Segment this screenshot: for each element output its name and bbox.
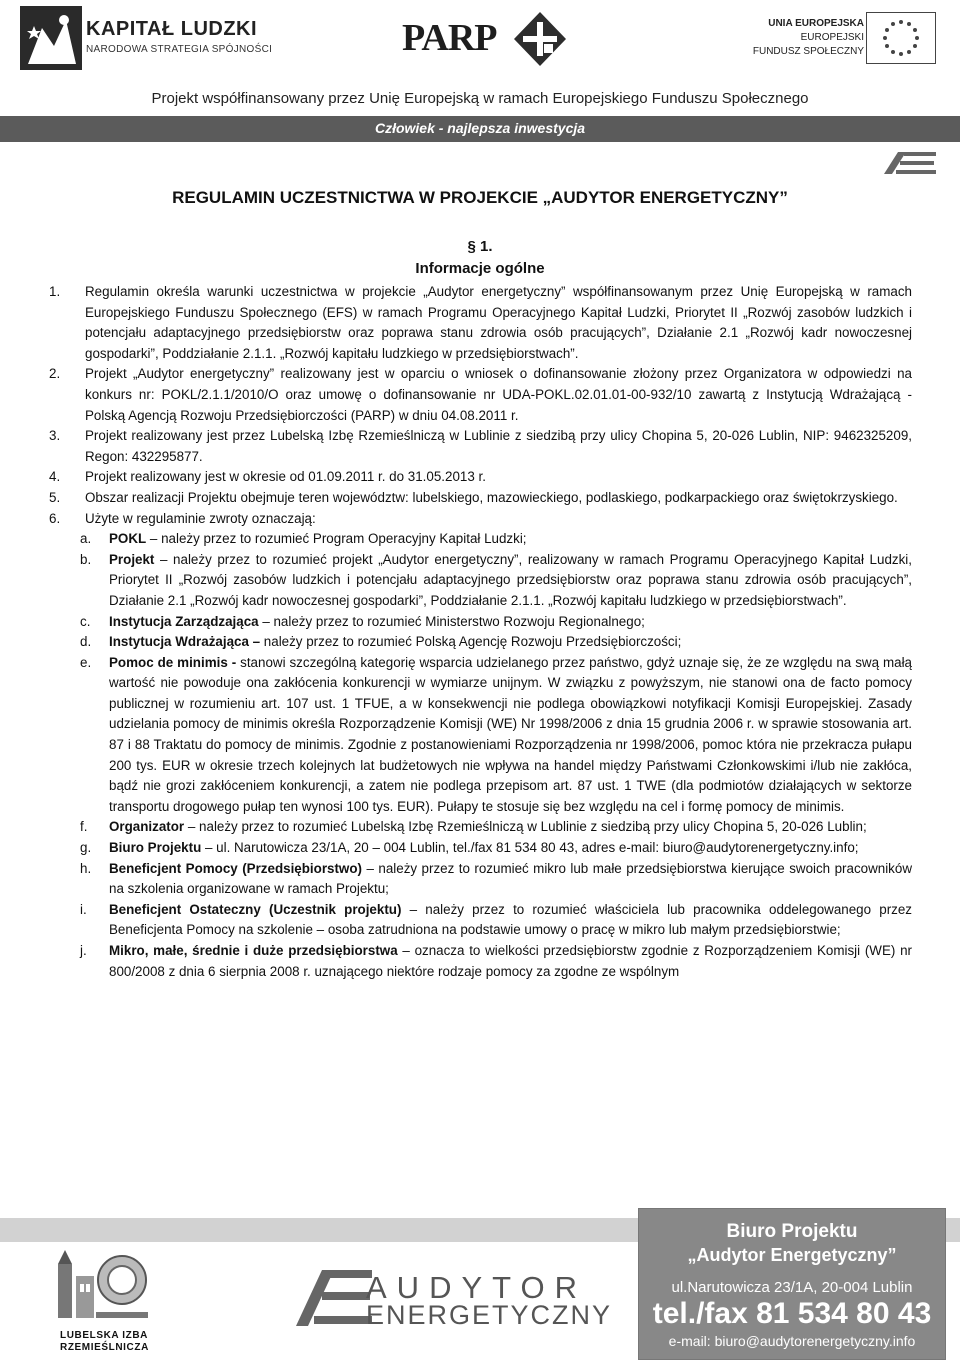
kapital-ludzki-subtitle: NARODOWA STRATEGIA SPÓJNOŚCI [86, 44, 273, 55]
definition-text: – należy przez to rozumieć Ministerstwo Rozwoju Regionalnego; [258, 613, 645, 629]
item-number: 2. [49, 366, 61, 382]
list-item [46, 488, 912, 509]
kapital-ludzki-emblem-icon [20, 6, 82, 70]
definition-text: – należy przez to rozumieć mikro lub małe przedsiębiorstwa kierujące swoich pracowników na szkolenia organizowane w ramach Projektu; [109, 860, 912, 897]
definition-text: – należy przez to rozumieć Program Operacyjny Kapitał Ludzki; [146, 531, 527, 547]
definition-item [46, 632, 912, 653]
item-text: Użyte w regulaminie zwroty oznaczają: [85, 510, 316, 526]
definition-text: – należy przez to rozumieć Lubelską Izbę Rzemieślniczą w Lublinie z siedzibą przy ulicy Chopina 5, 20-026 Lublin; [184, 819, 867, 835]
definition-text: stanowi szczególną kategorię wsparcia udzielanego przez państwo, gdyż uznaje się, że ze względu na swą małą wartość nie powoduje ona zakłócenia konkurencji w wymiarze unijnym. W związku z powyższym, nie stanowi ona de facto pomocy publicznej w rozumieniu art. 107 ust. 1 TFUE, a w konsekwencji nie podlega obowiązkowi notyfikacji Komisji Europejskiej. Zasady udzielania pomocy de minimis określa Rozporządzenie Komisji (WE) Nr 1998/2006 z dnia 15 grudnia 2006 r. w sprawie stosowania art. 87 i 88 Traktatu do pomocy de minimis. Zgodnie z postanowieniami Rozporządzenia nr 1998/2006, pomoc która nie przekracza pułapu 200 tys. EUR w okresie trzech kolejnych lat budżetowych nie wpływa na handel między Państwami Członkowskimi i/lub nie zakłóca, bądź nie grozi zakłóceniem konkurencji, a zatem nie podlega przepisom art. 87 ust. 1 TWE (dla podmiotów działających w sektorze transportu drogowego pułap ten wynosi 100 tys. EUR). Pułapy te stosuje się bez względu na cel i formę pomocy de minimis. [109, 654, 912, 814]
definition-letter: i. [80, 901, 87, 917]
project-office-phone: tel./fax 81 534 80 43 [652, 1297, 932, 1330]
cofinancing-note: Projekt współfinansowany przez Unię Europejską w ramach Europejskiego Funduszu Społecznego [151, 90, 809, 107]
definition-letter: a. [80, 531, 92, 547]
definition-item [46, 653, 912, 818]
item-number: 4. [49, 469, 61, 485]
definition-letter: b. [80, 551, 92, 567]
document-body [46, 282, 912, 982]
energetyczny-wordmark: ENERGETYCZNY [366, 1300, 613, 1330]
definition-text: należy przez to rozumieć Polską Agencję Rozwoju Przedsiębiorczości; [260, 634, 682, 650]
crafts-chamber-line-1: LUBELSKA IZBA [60, 1330, 148, 1341]
item-text: Regulamin określa warunki uczestnictwa w projekcie „Audytor energetyczny” współfinansowanym przez Unię Europejską w ramach Europejskiego Funduszu Społecznego (EFS) w ramach Programu Operacyjnego Kapitał Ludzki, Priorytet II „Rozwój zasobów ludzkich i potencjału adaptacyjnego przedsiębiorstw oraz poprawa stanu zdrowia osób pracujących”, Działanie 2.1 „Rozwój kadr nowoczesnej gospodarki”, Poddziałanie 2.1.1. „Rozwój kapitału ludzkiego w przedsiębiorstwach”. [85, 284, 912, 361]
audytor-wordmark: AUDYTOR [366, 1270, 588, 1305]
definition-term: Mikro, małe, średnie i duże przedsiębiorstwa [109, 943, 398, 958]
parp-wordmark: PARP [402, 17, 497, 59]
definition-term: Instytucja Wdrażająca – [109, 634, 261, 650]
definition-term: Pomoc de minimis - [109, 654, 237, 670]
eu-line-3: FUNDUSZ SPOŁECZNY [752, 46, 864, 57]
definition-item [46, 817, 912, 838]
eu-line-2: EUROPEJSKI [800, 32, 864, 43]
definition-text: – należy przez to rozumieć właściciela lub pracownika oddelegowanego przez Beneficjenta Pomocy na szkolenie – osoba zatrudniona na podstawie umowy o pracę w mikro lub małym przedsiębiorstwie; [109, 901, 912, 938]
project-office-email: e-mail: biuro@audytorenergetyczny.info [668, 1333, 916, 1349]
eu-flag-icon [866, 12, 936, 64]
parp-emblem-icon [514, 12, 566, 66]
definition-letter: d. [80, 634, 92, 650]
item-text: Obszar realizacji Projektu obejmuje teren województw: lubelskiego, mazowieckiego, podlaskiego, podkarpackiego oraz świętokrzyskiego. [85, 489, 898, 505]
definition-item [46, 529, 912, 550]
definition-letter: g. [80, 840, 92, 856]
item-number: 6. [49, 510, 61, 526]
crafts-chamber-name [60, 1330, 149, 1354]
list-item [46, 364, 912, 426]
eu-logo [742, 10, 942, 66]
item-text: Projekt realizowany jest w okresie od 01.09.2011 r. do 31.05.2013 r. [85, 469, 486, 485]
definition-letter: j. [80, 943, 87, 958]
item-text: Projekt „Audytor energetyczny” realizowany jest w oparciu o wniosek o dofinansowanie złożony przez Organizatora w odpowiedzi na konkurs nr: POKL/2.1.1/2010/O oraz umowę o dofinansowanie nr UDA-POKL.02.01.01-00-932/10 zawartą z Instytucją Wdrażającą - Polską Agencją Rozwoju Przedsiębiorczości (PARP) w dniu 04.08.2011 r. [85, 366, 912, 423]
definition-term: Instytucja Zarządzająca [109, 613, 259, 629]
definition-letter: f. [80, 819, 88, 835]
page-footer [0, 1218, 960, 1362]
definition-letter: e. [80, 654, 92, 670]
parp-logo [402, 8, 567, 68]
definition-term: Biuro Projektu [109, 840, 202, 856]
definition-text: – ul. Narutowicza 23/1A, 20 – 004 Lublin, tel./fax 81 534 80 43, adres e-mail: biuro@audytorenergetyczny.info; [201, 840, 859, 856]
definition-term: Beneficjent Ostateczny (Uczestnik projektu) [109, 901, 402, 917]
definition-item [46, 838, 912, 859]
slogan-text: Człowiek - najlepsza inwestycja [374, 120, 586, 136]
definition-item [46, 900, 912, 941]
definition-item [46, 859, 912, 900]
eu-line-1: UNIA EUROPEJSKA [768, 18, 864, 29]
item-number: 1. [49, 284, 61, 299]
project-office-name: „Audytor Energetyczny” [687, 1245, 897, 1265]
definition-text: – należy przez to rozumieć projekt „Audytor energetyczny”, realizowany w ramach Programu Operacyjnego Kapitał Ludzki, Priorytet II „Rozwój zasobów ludzkich i potencjału adaptacyjnego przedsiębiorstw oraz poprawa stanu zdrowia osób pracujących”, Działanie 2.1 „Rozwój kadr nowoczesnej gospodarki”, Poddziałanie 2.1.1. „Rozwój kapitału ludzkiego w przedsiębiorstwach”. [109, 551, 912, 608]
definition-text: – oznacza to wielkości przedsiębiorstw zgodnie z Rozporządzeniem Komisji (WE) nr 800/2008 z dnia 6 sierpnia 2008 r. uznającego niektóre rodzaje pomocy za zgodne ze wspólnym [109, 943, 912, 979]
kapital-ludzki-logo [20, 6, 273, 70]
slogan-bar [0, 116, 960, 142]
definition-item [46, 612, 912, 633]
definition-item [46, 550, 912, 612]
kapital-ludzki-title: KAPITAŁ LUDZKI [86, 18, 258, 40]
project-office-title: Biuro Projektu [726, 1221, 858, 1242]
definition-term: Beneficjent Pomocy (Przedsiębiorstwo) [109, 860, 362, 876]
list-item [46, 509, 912, 530]
item-number: 5. [49, 489, 61, 505]
item-text: Projekt realizowany jest przez Lubelską Izbę Rzemieślniczą w Lublinie z siedzibą przy ulicy Chopina 5, 20-026 Lublin, NIP: 9462325209, Regon: 432295877. [85, 428, 912, 464]
document-title: REGULAMIN UCZESTNICTWA W PROJEKCIE „AUDYTOR ENERGETYCZNY” [172, 188, 788, 207]
project-office-box [638, 1208, 946, 1360]
crafts-chamber-line-2: RZEMIEŚLNICZA [60, 1342, 149, 1353]
section-title: Informacje ogólne [415, 260, 545, 277]
audytor-ae-logo-icon [296, 1270, 372, 1326]
definition-letter: c. [80, 613, 91, 629]
list-item [46, 282, 912, 364]
definition-letter: h. [80, 860, 92, 876]
item-number: 3. [49, 428, 61, 444]
definition-item [46, 941, 912, 982]
section-number: § 1. [467, 238, 493, 255]
definition-term: Projekt [109, 551, 155, 567]
ae-logo-icon [884, 152, 936, 174]
definition-term: POKL [109, 531, 147, 547]
page-header [0, 0, 960, 145]
list-item [46, 467, 912, 488]
project-office-address: ul.Narutowicza 23/1A, 20-004 Lublin [671, 1279, 913, 1296]
crafts-chamber-crest-icon [52, 1250, 156, 1326]
list-item [46, 426, 912, 467]
definition-term: Organizator [109, 819, 185, 835]
